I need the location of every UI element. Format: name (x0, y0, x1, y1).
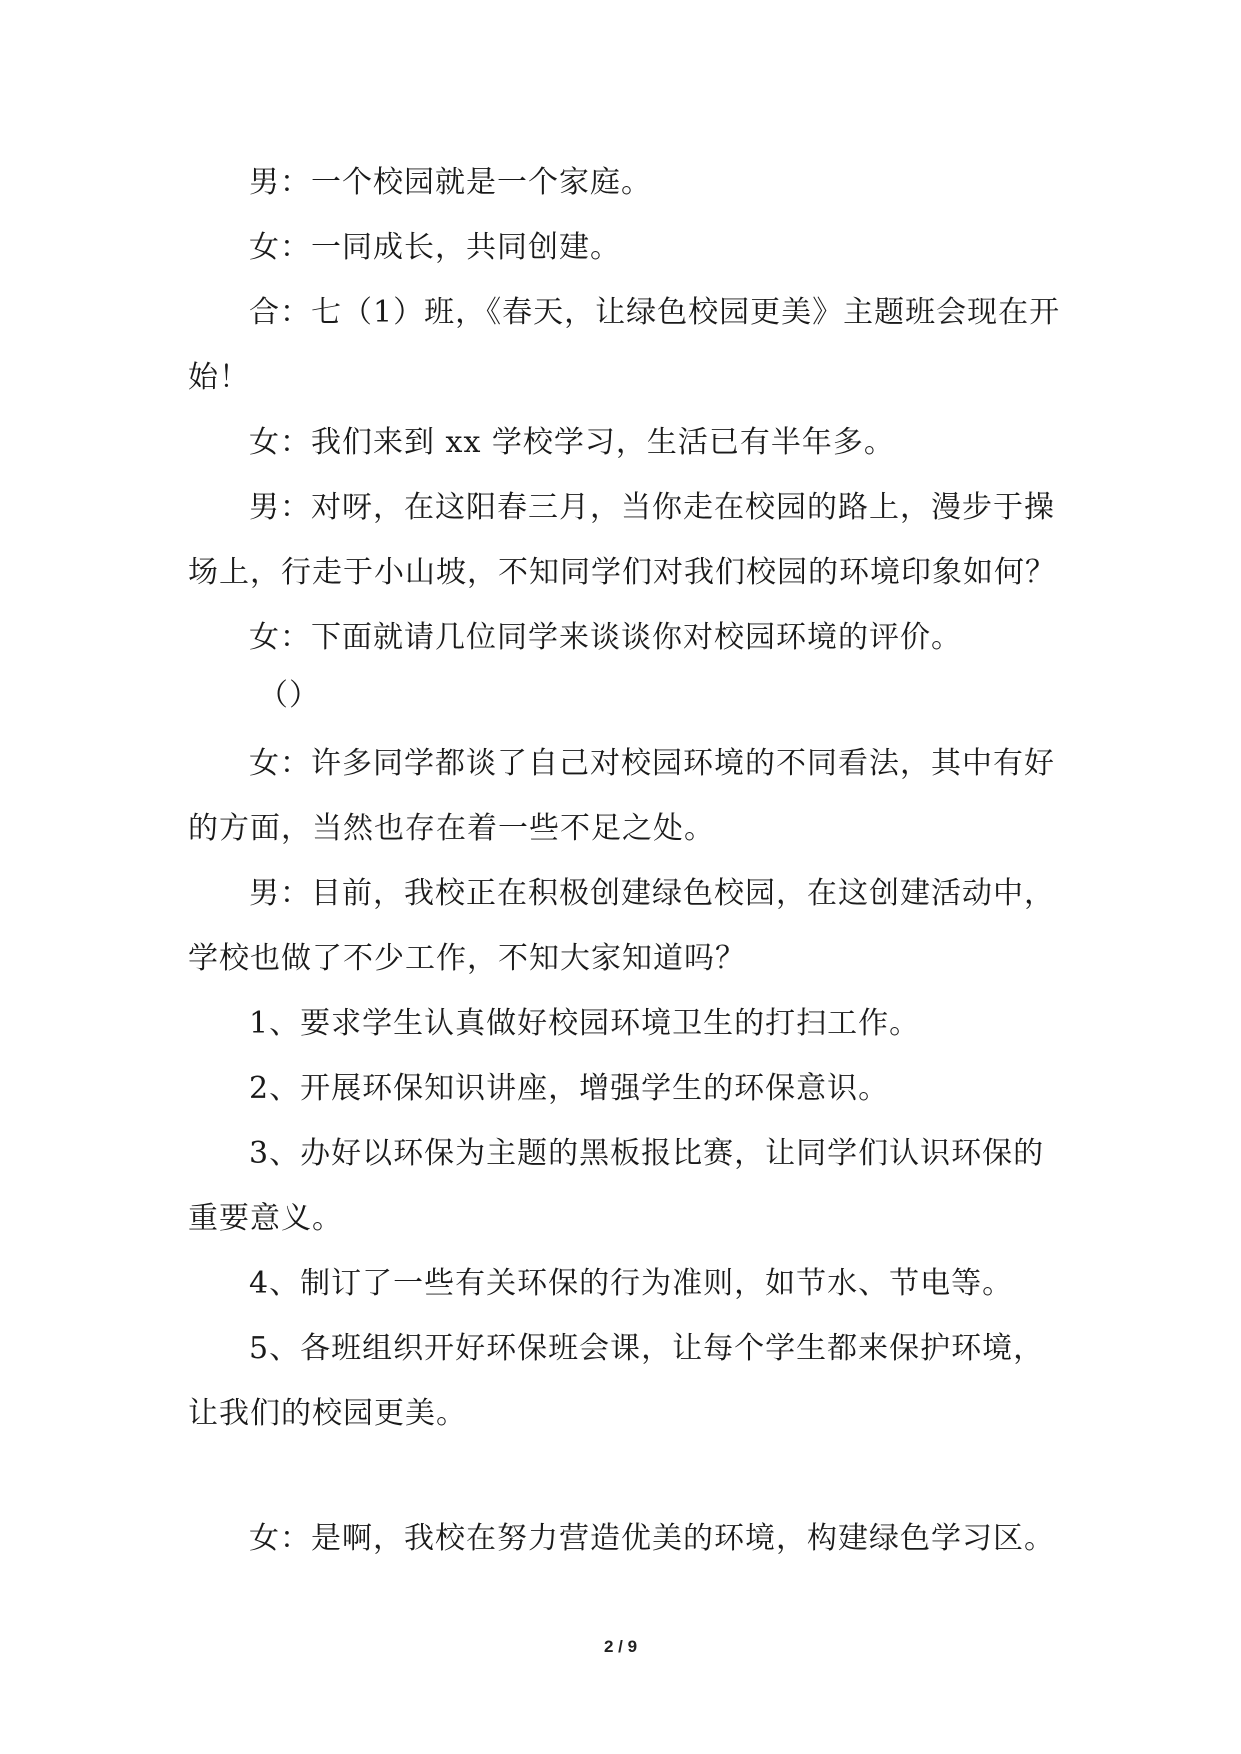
dialogue-line: 男：对呀，在这阳春三月，当你走在校园的路上，漫步于操 (249, 490, 1055, 525)
dialogue-line: 女：一同成长，共同创建。 (249, 230, 621, 265)
list-item-continuation: 让我们的校园更美。 (188, 1396, 467, 1431)
dialogue-line: 女：是啊，我校在努力营造优美的环境，构建绿色学习区。 (249, 1521, 1055, 1556)
list-item-continuation: 重要意义。 (188, 1201, 343, 1236)
dialogue-line: 男：一个校园就是一个家庭。 (249, 165, 652, 200)
dialogue-line: 合：七（1）班，《春天，让绿色校园更美》主题班会现在开 (249, 295, 1061, 330)
dialogue-line: 男：目前，我校正在积极创建绿色校园，在这创建活动中， (249, 876, 1055, 911)
dialogue-line-continuation: 场上，行走于小山坡，不知同学们对我们校园的环境印象如何？ (188, 555, 1056, 590)
dialogue-line: 女：许多同学都谈了自己对校园环境的不同看法，其中有好 (249, 746, 1055, 781)
dialogue-line: 女：我们来到 xx 学校学习，生活已有半年多。 (249, 425, 895, 460)
list-item: 4、制订了一些有关环保的行为准则，如节水、节电等。 (249, 1266, 1014, 1301)
dialogue-line: 女：下面就请几位同学来谈谈你对校园环境的评价。 (249, 620, 962, 655)
list-item: 3、办好以环保为主题的黑板报比赛，让同学们认识环保的 (249, 1136, 1045, 1171)
page-number: 2 / 9 (603, 1637, 638, 1656)
dialogue-line-continuation: 始！ (188, 360, 250, 395)
list-item: 1、要求学生认真做好校园环境卫生的打扫工作。 (249, 1006, 921, 1041)
dialogue-line-continuation: 学校也做了不少工作，不知大家知道吗？ (188, 941, 746, 976)
list-item: 5、各班组织开好环保班会课，让每个学生都来保护环境， (249, 1331, 1045, 1366)
placeholder-parentheses: （） (258, 678, 320, 713)
list-item: 2、开展环保知识讲座，增强学生的环保意识。 (249, 1071, 890, 1106)
dialogue-line-continuation: 的方面，当然也存在着一些不足之处。 (188, 811, 715, 846)
